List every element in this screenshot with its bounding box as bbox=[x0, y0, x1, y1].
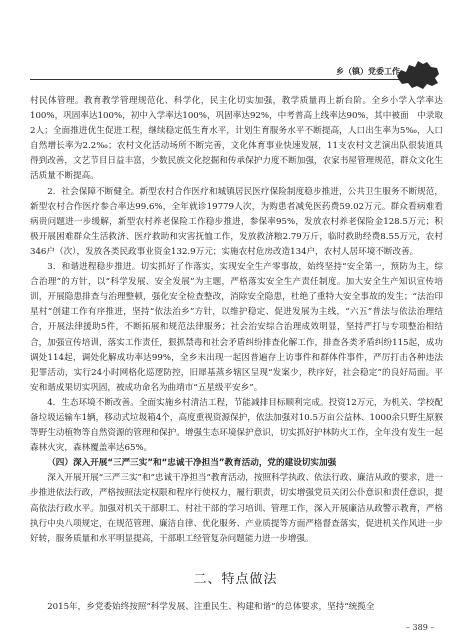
header-rule bbox=[30, 79, 400, 80]
page-number: – 389 – bbox=[406, 623, 435, 632]
section-title: 二、特点做法 bbox=[193, 572, 278, 587]
paragraph-harmony-progress: 3．和谐进程稳步推进。切实抓好了作落实，实现安全生产零事故，始终坚持“安全第一，预防为主，综合治理”的方针，以“科学发展、安全发展”为主题，严格落实安全生产责任制度。加大安全生产知识宣传培训，开展隐患排查与治理整顿，强化安全检查整改，消除安全隐患，杜绝了重特大安全事故的发生；“法治印星村”创建工作有序推进，坚持“依法治乡”方针，以维护稳定、促进发展为主线，“六五”普法与依法治理结合，开展法律援助5件，不断拓展和规范法律服务；社会治安综合治理成效明显，坚持严打与专项整治相结合，加强宣传培训，落实工作责任，狠抓禁毒和社会矛盾纠纷排查化解工作，排查各类矛盾纠纷115起，成功调处114起，调处化解成功率达99%，全乡未出现一起因普遍存上访事件和群体件事件，严厉打击各种违法犯罪活动，实行24小时网格化巡逻防控，旧犀基蒸乡辖区呈现“发案少，秩序好，社会稳定”的良好局面。平安和谐成果切实巩固，被成功命名为曲靖市“五星级平安乡”。 bbox=[30, 262, 443, 393]
page-header bbox=[0, 0, 471, 76]
subsection-heading: （四）深入开展“三严三实”和“忠诚干净担当”教育活动，党的建设切实加强 bbox=[47, 458, 337, 469]
paragraph-continuation: 村民体管理。教育教学管理规范化、科学化，民主化切实加强，教学质量再上新台阶。全乡小学入学率达100%，巩固率达100%，初中入学率达100%，巩固率达92%，中考普高上线率达90%，其中被面 中录取2人；全面推进优生促进工程，继续稳定低生育水平，计划生育服务水平不断提高，人口出生率为5‰，人口自然增长率为2.2‰；农村文化活动场所不断完善，文化体育事业快速发展，11支农村文艺演出队很装道具得到改善，文艺节目日益丰富，少数民族文化挖掘和传承保护力度不断加强，农家书屋管理规范，群众文化生活质量不断提高。 bbox=[30, 96, 443, 182]
paragraph-ecology: 4．生态环境不断改善。全面实施乡村清洁工程，节能减排目标顺利完成。投资12万元，为机关、学校配备垃圾运输车1辆，移动式垃圾箱4个，高度重视资源保护，依法加强对10.5万亩公益林、1000余只野生原猴等野生动植物等自然资源的管理和保护。增强生态环境保护意识，切实抓好护林防火工作，全年没有发生一起森林火灾，森林覆盖率达65%。 bbox=[30, 397, 443, 454]
paragraph-2015-summary: 2015年，乡党委始终按照“科学发展、注重民生、构建和谐”的总体要求，坚持“统揽全 bbox=[47, 602, 375, 612]
article-body bbox=[30, 94, 443, 547]
map-silhouette-icon bbox=[393, 56, 443, 92]
paragraph-party-building: 深入开展开展“三严三实”和“忠诚干净担当”教育活动，按照科学执政、依法行政、廉洁从政的要求，进一步推进依法行政，严格按照法定权限和程序行使权力，履行职责，切实增强党员关闭公仆意识和责任意识，提高依法行政水平。加强对机关干部职工、村社干部的学习培训、管理工作，深入开展廉洁从政警示教育，严格执行中央八项规定，在规范管理、廉洁自律、优化服务、产业质提等方面严格督查落实，促进机关作风进一步好转，服务质量和水平明显提高，干部职工经管复杂问题能力进一步增强。 bbox=[30, 473, 443, 544]
paragraph-social-security: 2．社会保障不断健全。新型农村合作医疗和城镇居民医疗保险制度稳步推进，公共卫生服务不断规范，新型农村合作医疗参合率达99.6%，全年就诊19779人次，为购患者减免医药费59.02万元。群众看病难看病贵问题进一步缓解，新型农村养老保险工作稳步推进，参保率95%，发放农村养老保险金128.5万元；积极开展困难群众生活救济、医疗救助和灾害抚恤工作，发放救济粮2.79万斤，临时救助经费8.55万元，农村346户（次），发放各类民政事业资金132.9万元；实施农村危房改造134户，农村人居环境不断改善。 bbox=[30, 186, 443, 257]
header-title: 乡（镇）党委工作 bbox=[336, 67, 400, 76]
